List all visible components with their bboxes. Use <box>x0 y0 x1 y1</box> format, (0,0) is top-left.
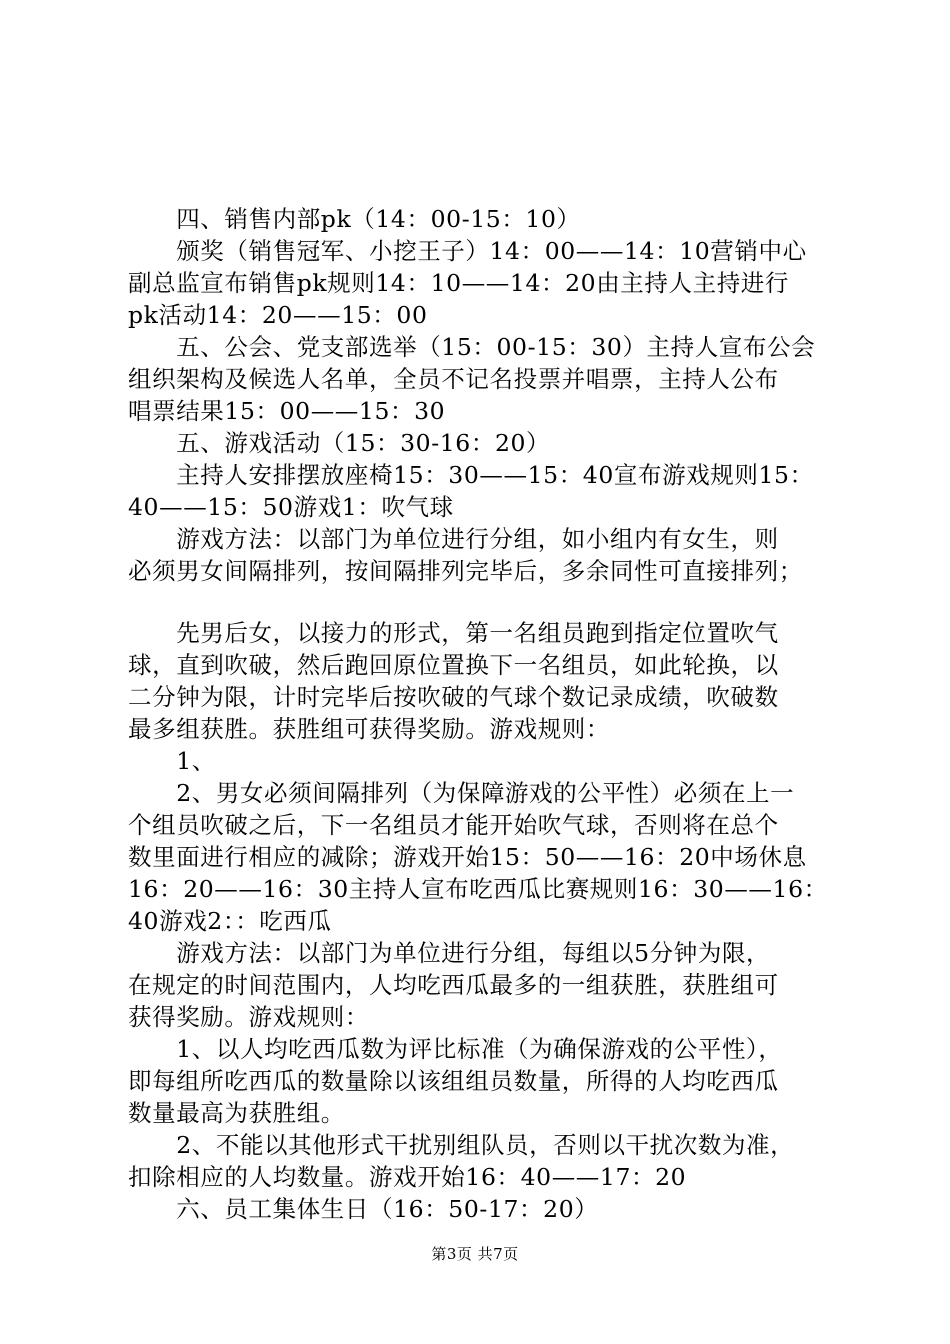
text-line: 1、 <box>128 747 216 775</box>
text-line: 五、公会、党支部选举（15：00-15：30）主持人宣布公会 <box>128 333 816 361</box>
text-line: 2、男女必须间隔排列（为保障游戏的公平性）必须在上一 <box>128 779 795 807</box>
text-line: 在规定的时间范围内，人均吃西瓜最多的一组获胜，获胜组可 <box>128 971 779 999</box>
text-line: 40游戏2：：吃西瓜 <box>128 907 332 935</box>
text-line: pk活动14：20——15：00 <box>128 301 428 329</box>
text-line: 二分钟为限，计时完毕后按吹破的气球个数记录成绩，吹破数 <box>128 683 779 711</box>
text-line: 数里面进行相应的减除；游戏开始15：50——16：20中场休息 <box>128 843 807 871</box>
text-line: 五、游戏活动（15：30-16：20） <box>128 429 551 457</box>
text-line: 最多组获胜。获胜组可获得奖励。游戏规则： <box>128 715 610 743</box>
text-line: 四、销售内部pk（14：00-15：10） <box>128 205 581 233</box>
text-line: 游戏方法：以部门为单位进行分组，如小组内有女生，则 <box>128 525 779 553</box>
text-line: 40——15：50游戏1：吹气球 <box>128 493 454 521</box>
text-line: 副总监宣布销售pk规则14：10——14：20由主持人主持进行 <box>128 269 789 297</box>
text-line: 六、员工集体生日（16：50-17：20） <box>128 1195 599 1223</box>
document-body <box>128 203 848 1225</box>
text-line: 数量最高为获胜组。 <box>128 1099 345 1127</box>
text-line: 先男后女，以接力的形式，第一名组员跑到指定位置吹气 <box>128 619 779 647</box>
text-line: 主持人安排摆放座椅15：30——15：40宣布游戏规则15： <box>128 461 814 489</box>
text-line: 2、不能以其他形式干扰别组队员，否则以干扰次数为准， <box>128 1131 795 1159</box>
text-line: 球，直到吹破，然后跑回原位置换下一名组员，如此轮换，以 <box>128 651 779 679</box>
page-number-footer: 第3页 共7页 <box>431 1245 519 1263</box>
text-line: 必须男女间隔排列，按间隔排列完毕后，多余同性可直接排列； <box>128 557 803 585</box>
text-line: 扣除相应的人均数量。游戏开始16：40——17：20 <box>128 1163 687 1191</box>
text-line: 即每组所吃西瓜的数量除以该组组员数量，所得的人均吃西瓜 <box>128 1067 779 1095</box>
text-line: 个组员吹破之后，下一名组员才能开始吹气球，否则将在总个 <box>128 811 779 839</box>
text-line: 组织架构及候选人名单，全员不记名投票并唱票，主持人公布 <box>128 365 779 393</box>
text-line: 游戏方法：以部门为单位进行分组，每组以5分钟为限， <box>128 939 771 967</box>
text-line: 16：20——16：30主持人宣布吃西瓜比赛规则16：30——16： <box>128 875 828 903</box>
text-line: 唱票结果15：00——15：30 <box>128 397 446 425</box>
text-line: 颁奖（销售冠军、小挖王子）14：00——14：10营销中心 <box>128 237 807 265</box>
text-line: 1、以人均吃西瓜数为评比标准（为确保游戏的公平性）， <box>128 1035 783 1063</box>
text-line: 获得奖励。游戏规则： <box>128 1003 369 1031</box>
paragraph-gap <box>128 587 848 617</box>
